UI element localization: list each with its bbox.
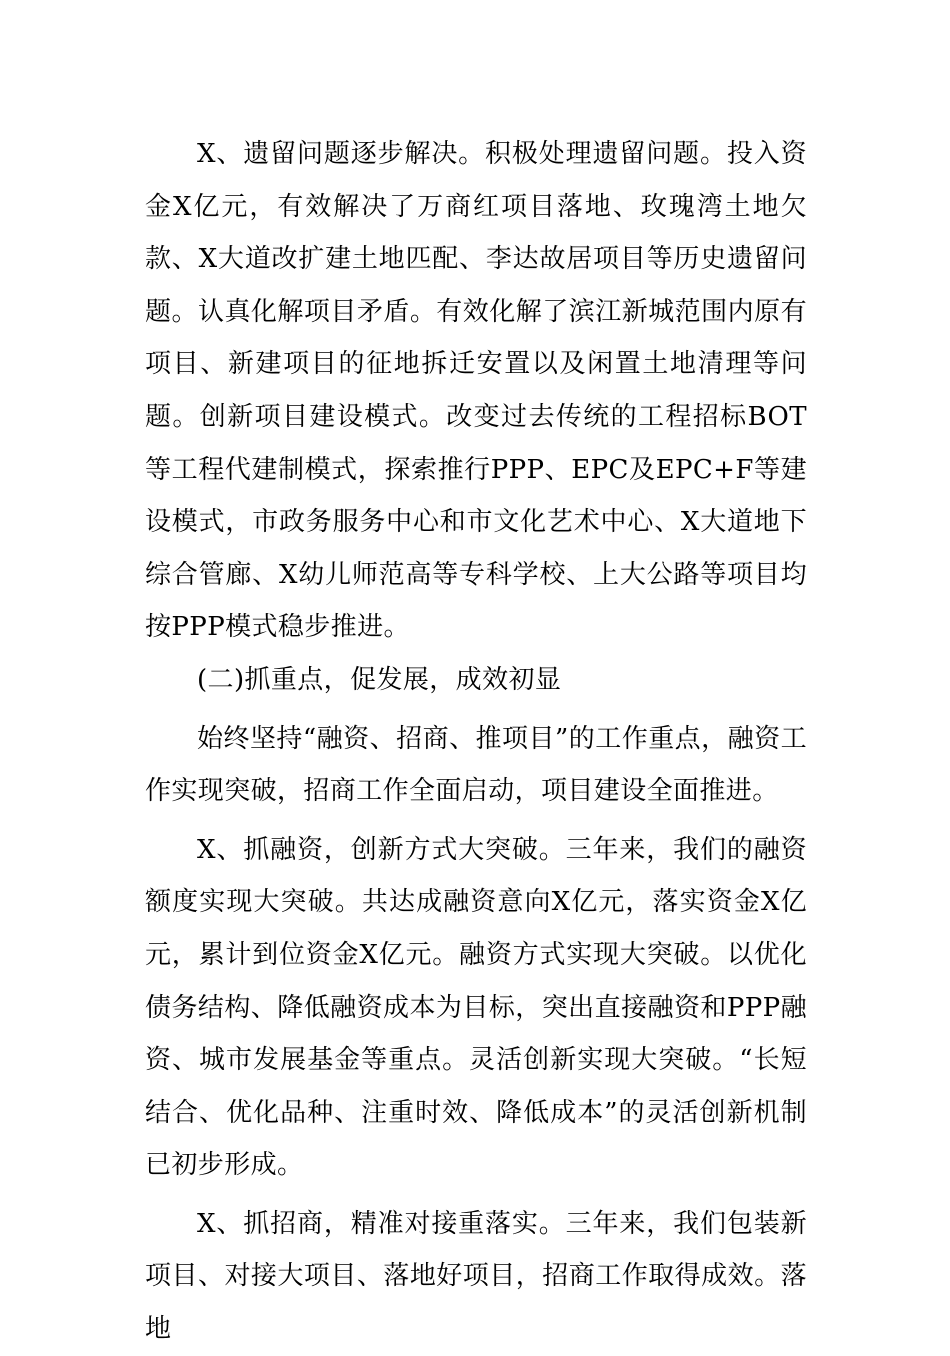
paragraph-financing: X、抓融资，创新方式大突破。三年来，我们的融资额度实现大突破。共达成融资意向X亿元，落实资金X亿元，累计到位资金X亿元。融资方式实现大突破。以优化债务结构、降低融资成本为目标，突出直接融资和PPP融资、城市发展基金等重点。灵活创新实现大突破。“长短结合、优化品种、注重时效、降低成本”的灵活创新机制已初步形成。 bbox=[145, 834, 807, 1181]
section-heading-2: (二)抓重点，促发展，成效初显 bbox=[197, 664, 562, 695]
paragraph-investment-promotion: X、抓招商，精准对接重落实。三年来，我们包装新项目、对接大项目、落地好项目，招商工作取得成效。落地 bbox=[145, 1208, 807, 1345]
paragraph-legacy-issues: X、遗留问题逐步解决。积极处理遗留问题。投入资金X亿元，有效解决了万商红项目落地、玫瑰湾土地欠款、X大道改扩建土地匹配、李达故居项目等历史遗留问题。认真化解项目矛盾。有效化解了滨江新城范围内原有项目、新建项目的征地拆迁安置以及闲置土地清理等问题。创新项目建设模式。改变过去传统的工程招标BOT等工程代建制模式，探索推行PPP、EPC及EPC+F等建设模式，市政务服务中心和市文化艺术中心、X大道地下综合管廊、X幼儿师范高等专科学校、上大公路等项目均按PPP模式稳步推进。 bbox=[145, 139, 807, 643]
document-page bbox=[145, 128, 807, 1356]
paragraph-work-focus: 始终坚持“融资、招商、推项目”的工作重点，融资工作实现突破，招商工作全面启动，项目建设全面推进。 bbox=[145, 723, 807, 807]
